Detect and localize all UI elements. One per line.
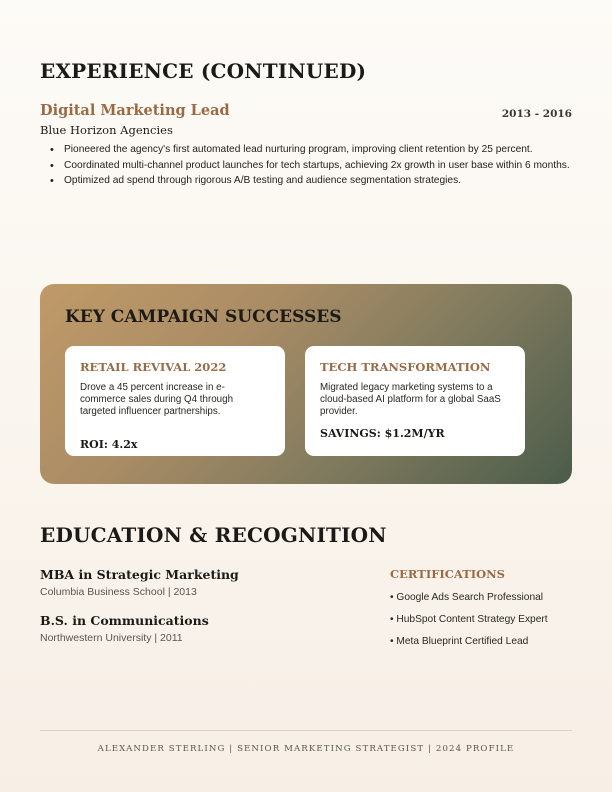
degree-name: MBA in Strategic Marketing (40, 567, 239, 582)
footer-text: ALEXANDER STERLING | SENIOR MARKETING STRATEGIST | 2024 PROFILE (97, 744, 515, 754)
campaign-card-metric: SAVINGS: $1.2M/YR (320, 427, 445, 440)
campaign-successes-panel (40, 284, 572, 484)
footer-divider (40, 730, 572, 731)
campaign-card (305, 346, 525, 456)
certification-item: • Google Ads Search Professional (390, 592, 544, 603)
degree-name: B.S. in Communications (40, 613, 209, 628)
job-bullet: • Coordinated multi-channel product launches for tech startups, achieving 2x growth in user base within 6 months. (64, 159, 572, 174)
education-section-title: EDUCATION & RECOGNITION (40, 523, 387, 547)
campaign-card-description: Drove a 45 percent increase in e-commerce sales during Q4 through targeted influencer partnerships. (80, 382, 234, 417)
job-company: Blue Horizon Agencies (40, 123, 173, 137)
job-bullet: • Optimized ad spend through rigorous A/B testing and audience segmentation strategies. (64, 174, 572, 189)
experience-section-title: EXPERIENCE (CONTINUED) (40, 59, 367, 83)
degree-school: Northwestern University | 2011 (40, 632, 183, 644)
job-dates: 2013 - 2016 (501, 108, 572, 120)
campaign-card-description: Migrated legacy marketing systems to a cloud-based AI platform for a global SaaS provider. (320, 382, 501, 417)
job-bullet-list (40, 143, 572, 190)
campaign-card (65, 346, 285, 456)
certification-item: • HubSpot Content Strategy Expert (390, 614, 548, 625)
degree-school: Columbia Business School | 2013 (40, 586, 197, 598)
campaign-card-title: RETAIL REVIVAL 2022 (80, 360, 227, 374)
certifications-title: CERTIFICATIONS (390, 567, 505, 581)
campaigns-section-title: KEY CAMPAIGN SUCCESSES (65, 307, 342, 327)
campaign-card-title: TECH TRANSFORMATION (320, 360, 491, 374)
campaign-card-metric: ROI: 4.2x (80, 438, 138, 451)
job-bullet: • Pioneered the agency's first automated lead nurturing program, improving client retention by 25 percent. (64, 143, 572, 158)
certification-item: • Meta Blueprint Certified Lead (390, 636, 529, 647)
job-role: Digital Marketing Lead (40, 102, 230, 119)
